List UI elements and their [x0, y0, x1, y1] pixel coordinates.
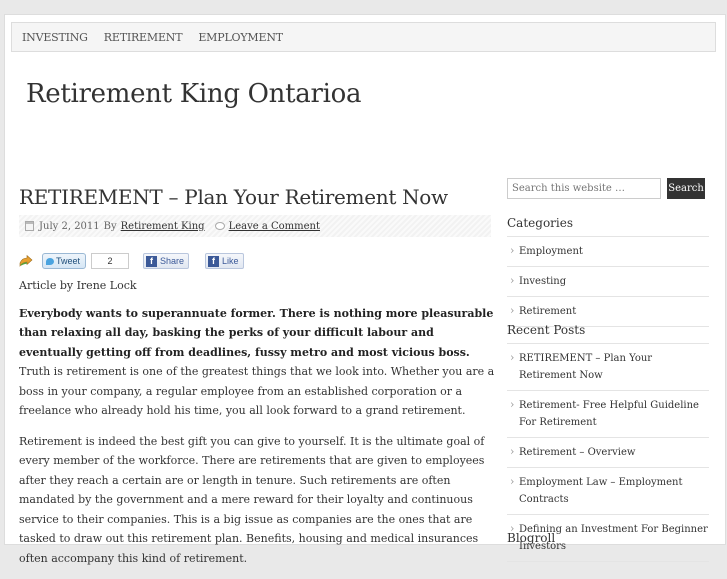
calendar-icon	[25, 221, 34, 231]
post-author-link[interactable]: Retirement King	[120, 220, 205, 232]
recent-post-item[interactable]: › Retirement- Free Helpful Guideline For Retirement	[507, 391, 709, 438]
top-navigation	[11, 22, 716, 52]
site-title[interactable]: Retirement King Ontarioa	[26, 79, 362, 109]
article-lead-rest: Truth is retirement is one of the greatest things that we look into. Whether you are a boss in your company, a regular employee from an established corporation or a freelance who already hold his time, you all look forward to a grand retirement.	[19, 365, 495, 417]
nav-item-employment[interactable]: EMPLOYMENT	[198, 30, 283, 44]
page-container	[4, 14, 726, 565]
facebook-icon: f	[146, 256, 157, 267]
share-toolbar	[19, 253, 499, 271]
share-arrow-icon[interactable]	[19, 255, 33, 267]
categories-title: Categories	[507, 216, 573, 230]
search-input[interactable]	[507, 178, 661, 199]
comment-bubble-icon	[215, 222, 225, 230]
article-lead-bold: Everybody wants to superannuate former. There is nothing more pleasurable than relaxing all day, basking the perks of your difficult labour and eventually getting off from deadlines, fussy metro and most vicious boss.	[19, 306, 494, 359]
nav-item-investing[interactable]: INVESTING	[22, 30, 88, 44]
category-item-investing[interactable]: › Investing	[507, 267, 709, 297]
facebook-share-button[interactable]	[143, 253, 189, 269]
post-meta	[19, 215, 491, 237]
category-item-employment[interactable]: › Employment	[507, 237, 709, 267]
leave-comment-link[interactable]: Leave a Comment	[228, 220, 320, 232]
tweet-label: Tweet	[56, 256, 81, 266]
recent-post-item[interactable]: › Employment Law – Employment Contracts	[507, 468, 709, 515]
categories-list	[507, 237, 709, 327]
category-item-retirement[interactable]: › Retirement	[507, 297, 709, 327]
recent-post-item[interactable]: › RETIREMENT – Plan Your Retirement Now	[507, 344, 709, 391]
recent-posts-title: Recent Posts	[507, 323, 586, 337]
search-button[interactable]: Search	[667, 178, 705, 199]
post-by-label: By	[103, 220, 117, 232]
recent-post-item[interactable]: › Retirement – Overview	[507, 438, 709, 468]
nav-item-retirement[interactable]: RETIREMENT	[103, 30, 183, 44]
article-paragraph: Retirement is indeed the best gift you can give to yourself. It is the ultimate goal of every member of the workforce. There are retirements that are given to employees after they reach a certain are or length in tenure. Such retirements are often mandated by the government and a mere reward for their loyalty and continuous service to their companies. This is a big issue as companies are the ones that are tasked to draw out this retirement plan. Benefits, housing and medical insurances often accompany this kind of retirement.	[19, 434, 485, 565]
post-date: July 2, 2011	[39, 220, 100, 232]
tweet-button[interactable]	[42, 253, 86, 269]
blogroll-title: Blogroll	[507, 531, 556, 545]
recent-posts-list	[507, 344, 709, 562]
like-label: Like	[222, 256, 239, 266]
twitter-bird-icon	[46, 258, 54, 265]
facebook-like-icon: f	[208, 256, 219, 267]
recent-post-item[interactable]: › Defining an Investment For Beginner Investors	[507, 515, 709, 562]
facebook-like-button[interactable]	[205, 253, 244, 269]
article-body	[19, 276, 495, 579]
tweet-count: 2	[91, 253, 129, 269]
article-paragraph	[19, 304, 495, 421]
article-byline: Article by Irene Lock	[19, 279, 137, 292]
post-title[interactable]: RETIREMENT – Plan Your Retirement Now	[19, 185, 448, 209]
share-label: Share	[160, 256, 185, 266]
